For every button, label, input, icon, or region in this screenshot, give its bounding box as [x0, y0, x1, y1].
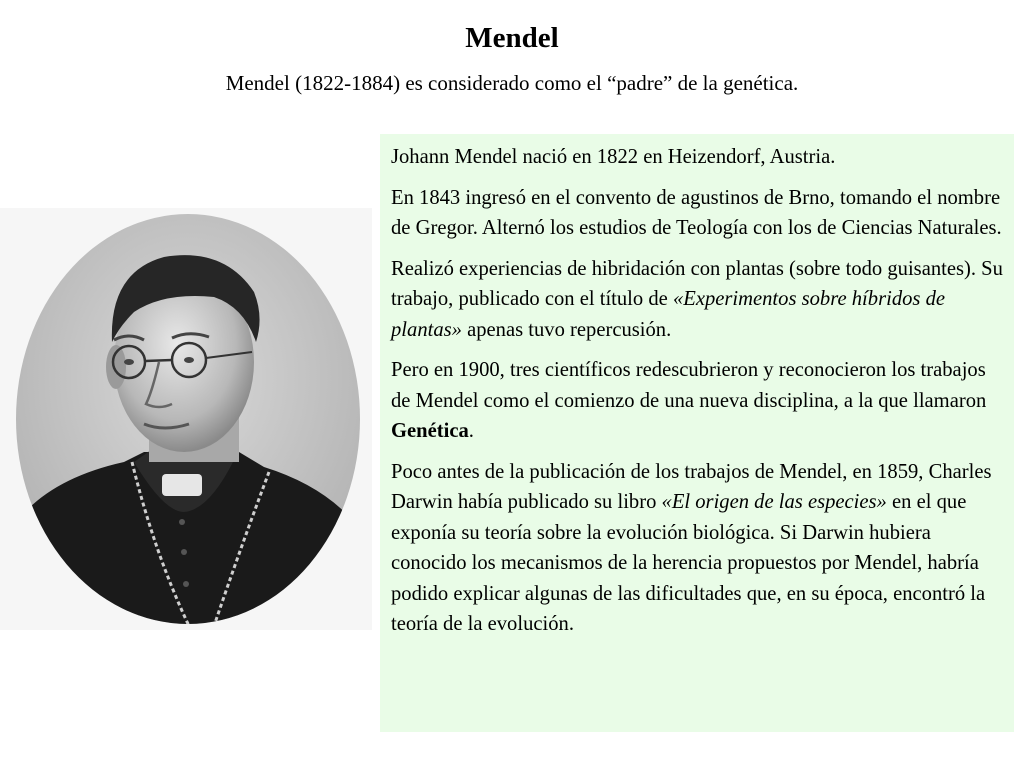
biography-paragraph-birth: Johann Mendel nació en 1822 en Heizendorf, Austria. [391, 146, 836, 168]
paragraph-text: . [468, 420, 474, 442]
portrait-frame [0, 208, 372, 630]
book-title: «El origen de las especies» [661, 491, 887, 513]
paragraph-text: en el que exponía su teoría sobre la evolución biológica. Si Darwin hubiera conocido los mecanismos de la herencia propuestos por Mendel, habría podido explicar algunas de las dificultades que, en su época, encontró la teoría de la evolución. [391, 491, 986, 635]
paragraph-text: Realizó experiencias de hibridación con plantas (sobre todo guisantes). Su trabajo, publicado con el título de [391, 257, 1003, 310]
genetics-term: Genética [391, 420, 469, 442]
publication-title: «Experimentos sobre híbridos de plantas» [391, 288, 946, 341]
biography-paragraph-experiments [391, 254, 1004, 346]
biography-paragraph-convent: En 1843 ingresó en el convento de agustinos de Brno, tomando el nombre de Gregor. Alternó los estudios de Teología con los de Ciencias Naturales. [391, 186, 1002, 239]
biography-paragraph-darwin [391, 457, 1004, 640]
paragraph-text: Poco antes de la publicación de los trabajos de Mendel, en 1859, Charles Darwin había publicado su libro [391, 460, 992, 513]
biography-panel [380, 134, 1014, 732]
portrait-of-gregor-mendel-icon [14, 212, 362, 626]
biography-paragraph-rediscovery [391, 355, 1004, 447]
slide-subtitle: Mendel (1822-1884) es considerado como el “padre” de la genética. [225, 71, 799, 95]
slide-title: Mendel [465, 22, 559, 54]
paragraph-text: apenas tuvo repercusión. [461, 318, 672, 341]
paragraph-text: Pero en 1900, tres científicos redescubrieron y reconocieron los trabajos de Mendel como el comienzo de una nueva disciplina, a la que llamaron [391, 359, 987, 412]
